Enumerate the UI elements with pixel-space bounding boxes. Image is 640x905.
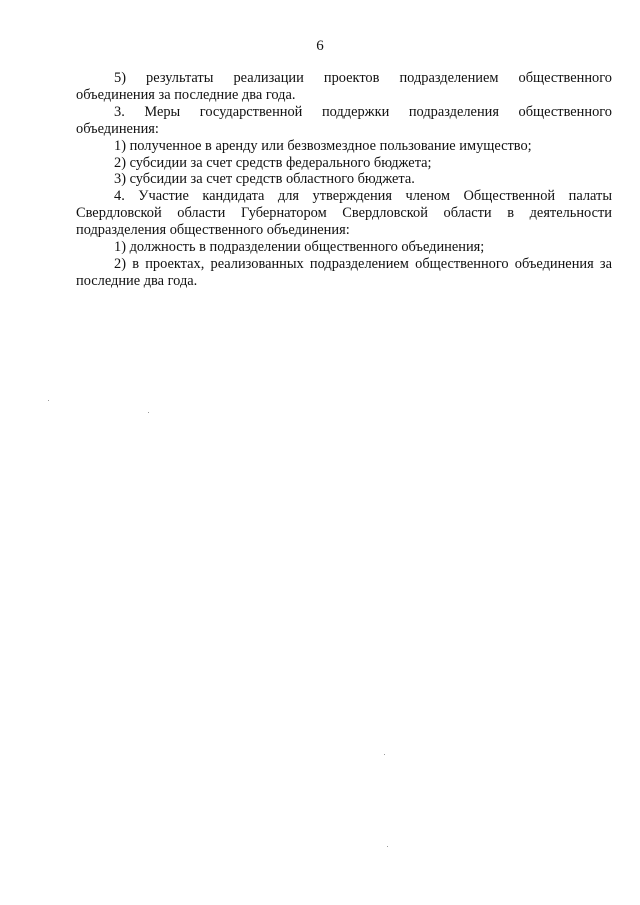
scan-speck xyxy=(48,400,49,401)
scan-speck xyxy=(387,846,388,847)
paragraph-section-3-support-measures: 3. Меры государственной поддержки подразделения общественного объединения: xyxy=(76,103,612,137)
page-number: 6 xyxy=(316,38,324,54)
paragraph-item-2-federal-subsidies: 2) субсидии за счет средств федерального бюджета; xyxy=(114,154,432,171)
scan-speck xyxy=(148,412,149,413)
document-body xyxy=(76,70,612,290)
paragraph-section-4-candidate-participation: 4. Участие кандидата для утверждения членом Общественной палаты Свердловской области Губернатором Свердловской области в деятельности подразделения общественного объединения: xyxy=(76,188,612,239)
paragraph-item-1-position: 1) должность в подразделении общественного объединения; xyxy=(114,239,485,256)
scan-speck xyxy=(384,754,385,755)
paragraph-item-1-property: 1) полученное в аренду или безвозмездное пользование имущество; xyxy=(114,137,532,154)
paragraph-item-3-regional-subsidies: 3) субсидии за счет средств областного бюджета. xyxy=(114,171,415,188)
paragraph-item-5-results: 5) результаты реализации проектов подразделением общественного объединения за последние два года. xyxy=(76,70,612,103)
paragraph-item-2-projects: 2) в проектах, реализованных подразделением общественного объединения за последние два года. xyxy=(76,255,612,289)
